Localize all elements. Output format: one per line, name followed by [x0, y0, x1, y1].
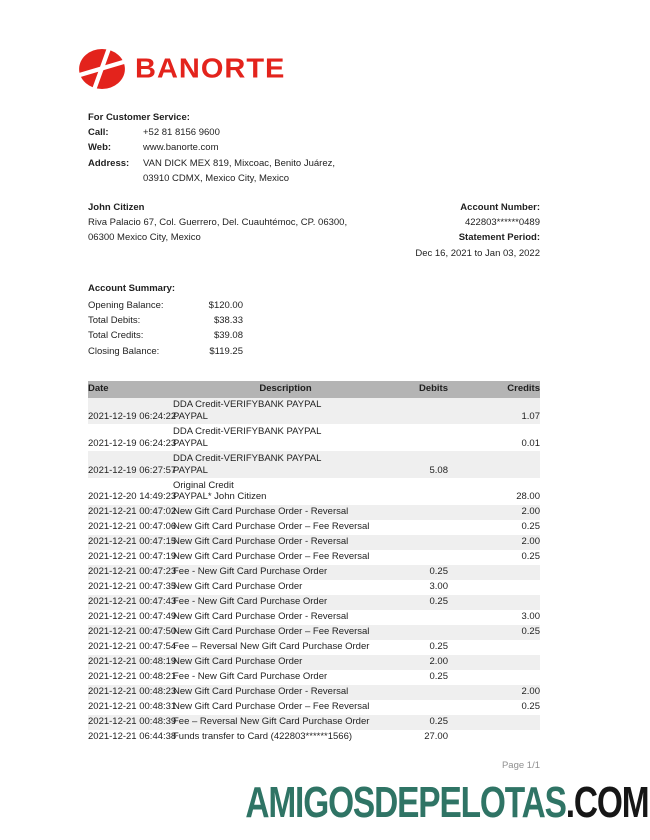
transaction-description: New Gift Card Purchase Order - Reversal: [173, 611, 349, 623]
customer-service-value: VAN DICK MEX 819, Mixcoac, Benito Juárez, 03910 CDMX, Mexico City, Mexico: [143, 157, 336, 184]
transaction-description: DDA Credit-VERIFYBANK PAYPAL PAYPAL: [173, 399, 322, 423]
summary-label: Closing Balance:: [88, 345, 160, 357]
transaction-row: [88, 670, 540, 685]
transaction-credit: [448, 595, 540, 610]
transaction-debit: 0.25: [429, 596, 448, 608]
statement-period-label: Statement Period:: [458, 232, 540, 244]
account-info-block: [415, 200, 540, 261]
transaction-credit: [448, 655, 540, 670]
customer-service-rows: [88, 125, 540, 186]
transaction-row: [88, 730, 540, 745]
transaction-row: [88, 520, 540, 535]
transaction-credit: 0.25: [521, 551, 540, 563]
transaction-date: 2021-12-21 00:47:06: [88, 521, 177, 533]
transaction-date: 2021-12-21 06:44:38: [88, 731, 177, 743]
transaction-debit: [398, 625, 448, 640]
transaction-debit: 0.25: [429, 641, 448, 653]
banorte-logo-icon: [78, 48, 126, 90]
transaction-date: 2021-12-21 00:47:54: [88, 641, 177, 653]
customer-service-label: Call:: [88, 127, 109, 139]
transaction-debit: [398, 398, 448, 425]
customer-service-block: [88, 110, 540, 186]
customer-service-label: Web:: [88, 142, 112, 154]
transaction-debit: [398, 424, 448, 451]
transaction-date: 2021-12-21 00:47:50: [88, 626, 177, 638]
account-summary-row: [88, 328, 243, 343]
transaction-debit: 0.25: [429, 671, 448, 683]
summary-value: $39.08: [213, 330, 243, 342]
column-header-debits: Debits: [398, 381, 448, 398]
summary-value: $38.33: [213, 315, 243, 327]
account-holder-name: John Citizen: [88, 202, 145, 214]
transaction-description: Fee - New Gift Card Purchase Order: [173, 566, 328, 578]
transaction-credit: 0.01: [521, 437, 540, 449]
transactions-section: [88, 381, 540, 745]
account-summary-row: [88, 298, 243, 313]
transaction-credit: [448, 640, 540, 655]
transaction-row: [88, 625, 540, 640]
transaction-row: [88, 451, 540, 478]
transaction-date: 2021-12-21 00:47:19: [88, 551, 177, 563]
transaction-row: [88, 685, 540, 700]
transaction-description: New Gift Card Purchase Order: [173, 581, 303, 593]
transaction-row: [88, 595, 540, 610]
customer-service-row: [88, 140, 540, 155]
transaction-date: 2021-12-21 00:48:19: [88, 656, 177, 668]
transaction-debit: 27.00: [424, 731, 448, 743]
transaction-description: Fee - New Gift Card Purchase Order: [173, 596, 328, 608]
transaction-row: [88, 398, 540, 425]
transaction-credit: [448, 451, 540, 478]
watermark-tld-text: .COM: [565, 778, 648, 827]
transaction-date: 2021-12-21 00:47:02: [88, 506, 177, 518]
summary-label: Total Credits:: [88, 330, 144, 342]
transaction-debit: 2.00: [429, 656, 448, 668]
summary-value: $119.25: [209, 345, 243, 357]
account-row: [88, 200, 540, 261]
column-header-date: Date: [88, 381, 173, 398]
transaction-credit: [448, 715, 540, 730]
customer-service-heading: For Customer Service:: [88, 112, 190, 123]
transaction-description: DDA Credit-VERIFYBANK PAYPAL PAYPAL: [173, 452, 322, 476]
transaction-debit: [398, 520, 448, 535]
column-header-credits: Credits: [448, 381, 540, 398]
transaction-row: [88, 505, 540, 520]
transaction-row: [88, 565, 540, 580]
transaction-credit: 2.00: [521, 686, 540, 698]
transaction-row: [88, 640, 540, 655]
transaction-row: [88, 550, 540, 565]
transaction-credit: 3.00: [521, 611, 540, 623]
transaction-date: 2021-12-20 14:49:23: [88, 491, 177, 503]
watermark-main-text: AMIGOSDEPELOTAS: [244, 778, 566, 827]
account-holder-address-line1: Riva Palacio 67, Col. Guerrero, Del. Cuauhtémoc, CP. 06300,: [88, 217, 348, 229]
transaction-row: [88, 478, 540, 505]
transaction-debit: [398, 535, 448, 550]
transaction-debit: [398, 550, 448, 565]
transaction-row: [88, 580, 540, 595]
account-summary-heading: Account Summary:: [88, 282, 176, 294]
account-holder-block: [88, 200, 347, 261]
customer-service-row: [88, 156, 540, 186]
account-number-value: 422803******0489: [464, 217, 540, 229]
transaction-debit: [398, 610, 448, 625]
transaction-description: New Gift Card Purchase Order – Fee Reversal: [173, 521, 370, 533]
transaction-row: [88, 715, 540, 730]
transaction-date: 2021-12-21 00:47:35: [88, 581, 177, 593]
transactions-header-row: [88, 381, 540, 398]
summary-label: Total Debits:: [88, 315, 141, 327]
transaction-credit: 2.00: [521, 506, 540, 518]
transaction-credit: 0.25: [521, 701, 540, 713]
transaction-description: DDA Credit-VERIFYBANK PAYPAL PAYPAL: [173, 426, 322, 449]
transaction-description: New Gift Card Purchase Order - Reversal: [173, 536, 349, 548]
transaction-date: 2021-12-21 00:48:31: [88, 701, 177, 713]
transaction-date: 2021-12-21 00:48:23: [88, 686, 177, 698]
transaction-date: 2021-12-21 00:47:15: [88, 536, 177, 548]
transaction-date: 2021-12-21 00:47:49: [88, 611, 177, 623]
transaction-row: [88, 535, 540, 550]
transaction-credit: 0.25: [521, 626, 540, 638]
transaction-description: New Gift Card Purchase Order – Fee Reversal: [173, 551, 370, 563]
transaction-description: New Gift Card Purchase Order – Fee Reversal: [173, 701, 370, 713]
transaction-description: New Gift Card Purchase Order - Reversal: [173, 686, 349, 698]
transaction-row: [88, 424, 540, 451]
transaction-description: Fee – Reversal New Gift Card Purchase Order: [173, 716, 370, 728]
transaction-row: [88, 655, 540, 670]
transaction-debit: [398, 505, 448, 520]
transaction-description: New Gift Card Purchase Order - Reversal: [173, 506, 349, 518]
transaction-date: 2021-12-21 00:47:23: [88, 566, 177, 578]
transaction-credit: 2.00: [521, 536, 540, 548]
transaction-description: Fee - New Gift Card Purchase Order: [173, 671, 328, 683]
transaction-debit: [398, 478, 448, 505]
transaction-date: 2021-12-19 06:24:22: [88, 411, 177, 423]
transaction-description: New Gift Card Purchase Order – Fee Reversal: [173, 626, 370, 638]
customer-service-value: +52 81 8156 9600: [143, 127, 220, 139]
customer-service-label: Address:: [88, 157, 130, 169]
statement-period-value: Dec 16, 2021 to Jan 03, 2022: [415, 247, 540, 259]
transaction-row: [88, 700, 540, 715]
transaction-date: 2021-12-21 00:47:43: [88, 596, 177, 608]
transaction-date: 2021-12-21 00:48:39: [88, 716, 177, 728]
transaction-date: 2021-12-19 06:24:23: [88, 437, 177, 449]
watermark: [245, 778, 648, 828]
page-number: Page 1/1: [501, 759, 540, 771]
transaction-credit: [448, 670, 540, 685]
transaction-credit: [448, 580, 540, 595]
transaction-debit: [398, 700, 448, 715]
transaction-credit: 0.25: [521, 521, 540, 533]
account-summary-row: [88, 313, 243, 328]
account-summary-block: [88, 281, 540, 359]
transaction-debit: 0.25: [429, 716, 448, 728]
transaction-description: New Gift Card Purchase Order: [173, 656, 303, 668]
account-summary-row: [88, 344, 243, 359]
transaction-credit: [448, 565, 540, 580]
transaction-credit: 1.07: [521, 411, 540, 423]
transaction-date: 2021-12-21 00:48:21: [88, 671, 177, 683]
account-holder-address-line2: 06300 Mexico City, Mexico: [88, 232, 201, 244]
transaction-debit: 5.08: [429, 464, 448, 476]
transaction-date: 2021-12-19 06:27:57: [88, 464, 177, 476]
transaction-description: Original Credit PAYPAL* John Citizen: [173, 479, 267, 503]
transaction-debit: 0.25: [429, 566, 448, 578]
customer-service-value: www.banorte.com: [143, 142, 219, 154]
transaction-credit: 28.00: [516, 491, 540, 503]
banorte-logo-text: BANORTE: [135, 53, 286, 84]
transaction-credit: [448, 730, 540, 745]
transaction-debit: [398, 685, 448, 700]
banorte-logo: [78, 46, 540, 92]
transaction-description: Funds transfer to Card (422803******1566): [173, 731, 353, 743]
transaction-description: Fee – Reversal New Gift Card Purchase Order: [173, 641, 370, 653]
transactions-table: [88, 381, 540, 745]
summary-value: $120.00: [208, 300, 243, 312]
summary-label: Opening Balance:: [88, 300, 164, 312]
transaction-row: [88, 610, 540, 625]
account-number-label: Account Number:: [460, 202, 540, 214]
customer-service-row: [88, 125, 540, 140]
transaction-debit: 3.00: [429, 581, 448, 593]
account-summary-rows: [88, 298, 540, 359]
column-header-description: Description: [173, 381, 398, 398]
